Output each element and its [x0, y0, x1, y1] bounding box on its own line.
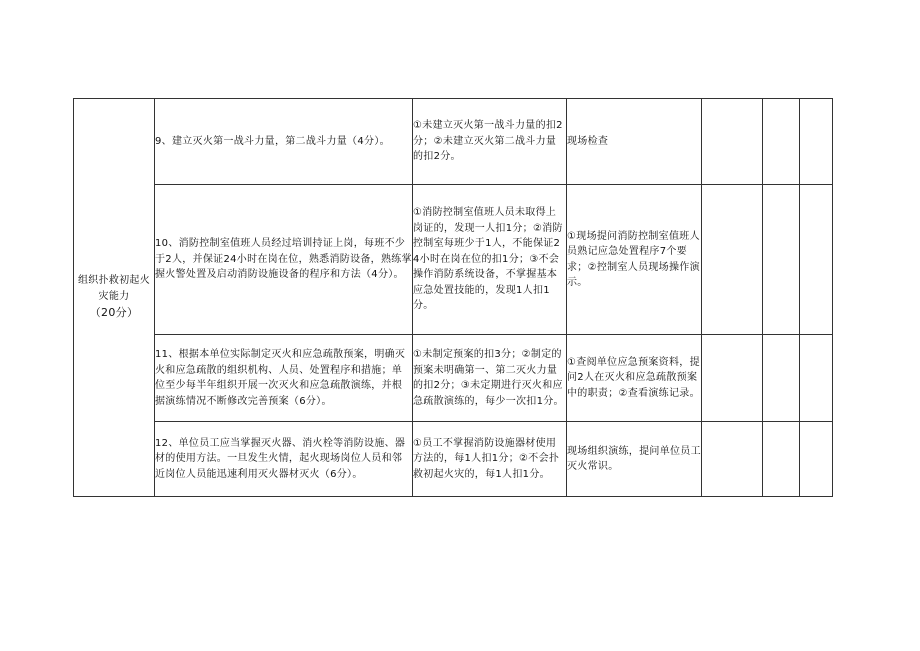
item-deduction: ①未建立灭火第一战斗力量的扣2分；②未建立灭火第二战斗力量的扣2分。: [413, 99, 567, 185]
empty-remark-cell: [800, 335, 833, 422]
empty-deduct-cell: [763, 335, 800, 422]
item-check-method: 现场组织演练，提问单位员工灭火常识。: [567, 422, 702, 497]
empty-remark-cell: [800, 185, 833, 335]
empty-score-cell: [702, 185, 763, 335]
empty-score-cell: [702, 99, 763, 185]
table-row: [74, 185, 833, 335]
item-content: 9、建立灭火第一战斗力量，第二战斗力量（4分）。: [155, 99, 413, 185]
empty-remark-cell: [800, 422, 833, 497]
item-content: 10、消防控制室值班人员经过培训持证上岗，每班不少于2人，并保证24小时在岗在位，熟悉消防设备，熟练掌握火警处置及启动消防设施设备的程序和方法（4分）。: [155, 185, 413, 335]
empty-deduct-cell: [763, 99, 800, 185]
table-row: [74, 422, 833, 497]
item-check-method: ①查阅单位应急预案资料，提问2人在灭火和应急疏散预案中的职责；②查看演练记录。: [567, 335, 702, 422]
item-deduction: ①消防控制室值班人员未取得上岗证的，发现一人扣1分；②消防控制室每班少于1人，不能保证24小时在岗在位的扣1分；③不会操作消防系统设备，不掌握基本应急处置技能的，发现1人扣1分。: [413, 185, 567, 335]
empty-score-cell: [702, 335, 763, 422]
item-content: 11、根据本单位实际制定灭火和应急疏散预案，明确灭火和应急疏散的组织机构、人员、处置程序和措施；单位至少每半年组织开展一次灭火和应急疏散演练，并根据演练情况不断修改完善预案（6分）。: [155, 335, 413, 422]
item-content: 12、单位员工应当掌握灭火器、消火栓等消防设施、器材的使用方法。一旦发生火情，起火现场岗位人员和邻近岗位人员能迅速利用灭火器材灭火（6分）。: [155, 422, 413, 497]
table-row: [74, 335, 833, 422]
category-title: 组织扑救初起火灾能力: [77, 275, 151, 302]
empty-score-cell: [702, 422, 763, 497]
category-cell: [74, 99, 155, 497]
empty-deduct-cell: [763, 422, 800, 497]
empty-remark-cell: [800, 99, 833, 185]
empty-deduct-cell: [763, 185, 800, 335]
category-score: （20分）: [89, 306, 139, 319]
item-check-method: 现场检查: [567, 99, 702, 185]
item-deduction: ①员工不掌握消防设施器材使用方法的，每1人扣1分；②不会扑救初起火灾的，每1人扣1分。: [413, 422, 567, 497]
table-row: [74, 99, 833, 185]
item-deduction: ①未制定预案的扣3分；②制定的预案未明确第一、第二灭火力量的扣2分；③未定期进行灭火和应急疏散演练的，每少一次扣1分。: [413, 335, 567, 422]
assessment-table: [73, 98, 833, 497]
item-check-method: ①现场提问消防控制室值班人员熟记应急处置程序7个要求；②控制室人员现场操作演示。: [567, 185, 702, 335]
